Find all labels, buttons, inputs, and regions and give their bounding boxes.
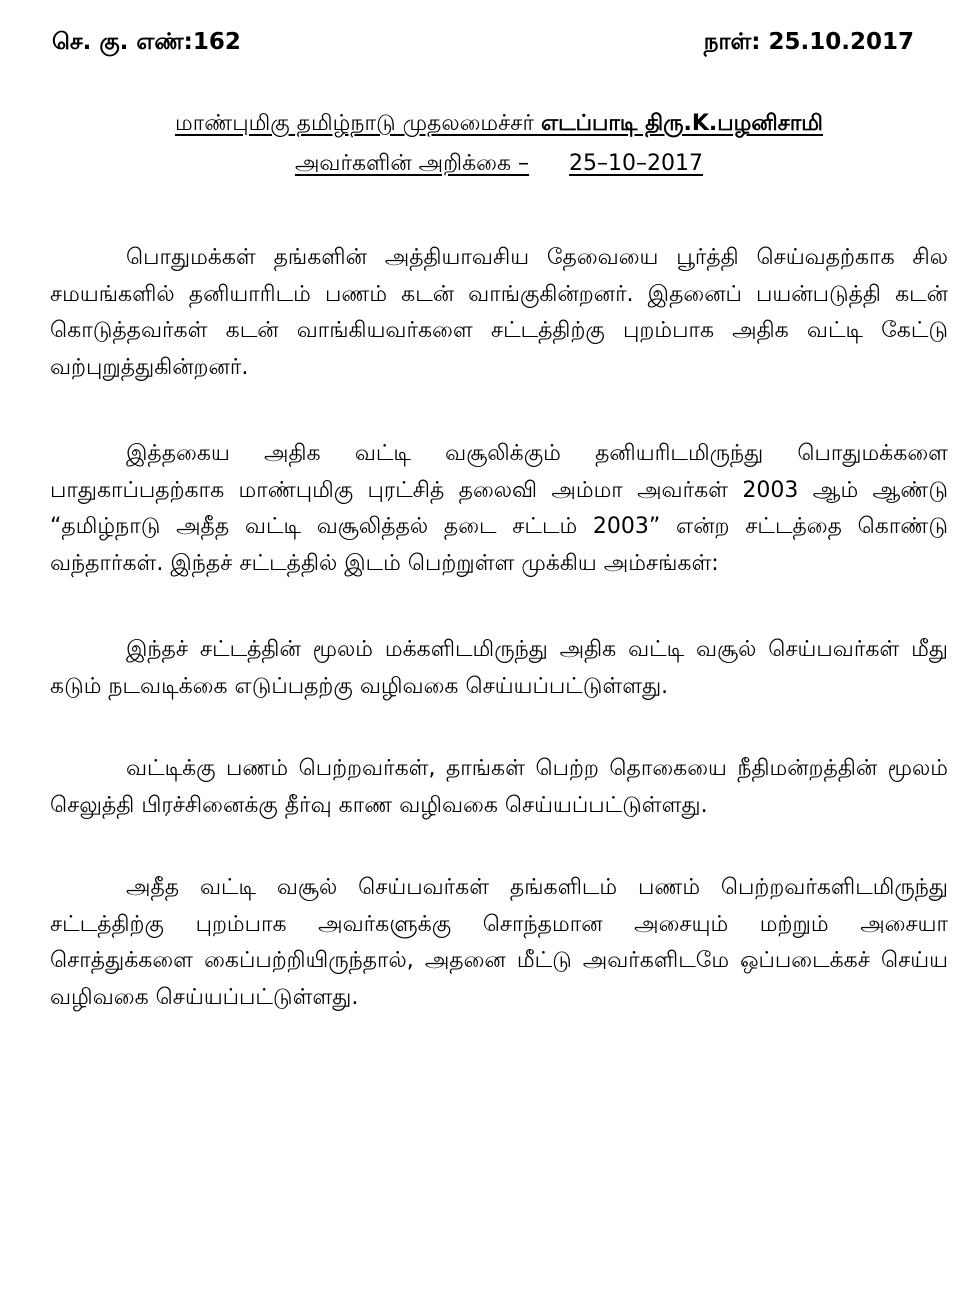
title-prefix: மாண்புமிகு தமிழ்நாடு முதலமைச்சர் — [175, 111, 541, 136]
paragraph-2 — [50, 436, 948, 582]
document-header — [52, 24, 914, 60]
statement-date: 25–10–2017 — [569, 151, 704, 176]
paragraph-4 — [50, 751, 948, 824]
paragraph-5 — [50, 870, 948, 1016]
document-title — [50, 104, 948, 184]
paragraph-text: வட்டிக்கு பணம் பெற்றவர்கள், தாங்கள் பெற்ற தொகையை நீதிமன்றத்தின் மூலம் செலுத்தி பிரச்சினைக்கு தீர்வு காண வழிவகை செய்யப்பட்டுள்ளது. — [50, 756, 948, 818]
reference-number: செ. கு. எண்:162 — [52, 29, 241, 55]
document-date: நாள்: 25.10.2017 — [703, 29, 914, 55]
title-line-1 — [50, 104, 948, 144]
paragraph-text: அதீத வட்டி வசூல் செய்பவர்கள் தங்களிடம் பணம் பெற்றவர்களிடமிருந்து சட்டத்திற்கு புறம்பாக அவர்களுக்கு சொந்தமான அசையும் மற்றும் அசையா சொத்துக்களை கைப்பற்றியிருந்தால், அதனை மீட்டு அவர்களிடமே ஒப்படைக்கச் செய்ய வழிவகை செய்யப்பட்டுள்ளது. — [50, 875, 948, 1010]
paragraph-3 — [50, 632, 948, 705]
chief-minister-name: எடப்பாடி திரு.K.பழனிசாமி — [540, 111, 823, 136]
paragraph-text: பொதுமக்கள் தங்களின் அத்தியாவசிய தேவையை பூர்த்தி செய்வதற்காக சில சமயங்களில் தனியாரிடம் பணம் கடன் வாங்குகின்றனர். இதனைப் பயன்படுத்தி கடன் கொடுத்தவர்கள் கடன் வாங்கியவர்களை சட்டத்திற்கு புறம்பாக அதிக வட்டி கேட்டு வற்புறுத்துகின்றனர். — [50, 245, 948, 380]
paragraph-1 — [50, 240, 948, 386]
paragraph-text: இந்தச் சட்டத்தின் மூலம் மக்களிடமிருந்து அதிக வட்டி வசூல் செய்பவர்கள் மீது கடும் நடவடிக்கை எடுப்பதற்கு வழிவகை செய்யப்பட்டுள்ளது. — [50, 637, 948, 699]
title-statement-label: அவர்களின் அறிக்கை – 25–10–2017 — [294, 151, 704, 176]
title-line-2 — [50, 144, 948, 184]
paragraph-text: இத்தகைய அதிக வட்டி வசூலிக்கும் தனியரிடமிருந்து பொதுமக்களை பாதுகாப்பதற்காக மாண்புமிகு புரட்சித் தலைவி அம்மா அவர்கள் 2003 ஆம் ஆண்டு “தமிழ்நாடு அதீத வட்டி வசூலித்தல் தடை சட்டம் 2003” என்ற சட்டத்தை கொண்டு வந்தார்கள். இந்தச் சட்டத்தில் இடம் பெற்றுள்ள முக்கிய அம்சங்கள்: — [50, 441, 948, 576]
